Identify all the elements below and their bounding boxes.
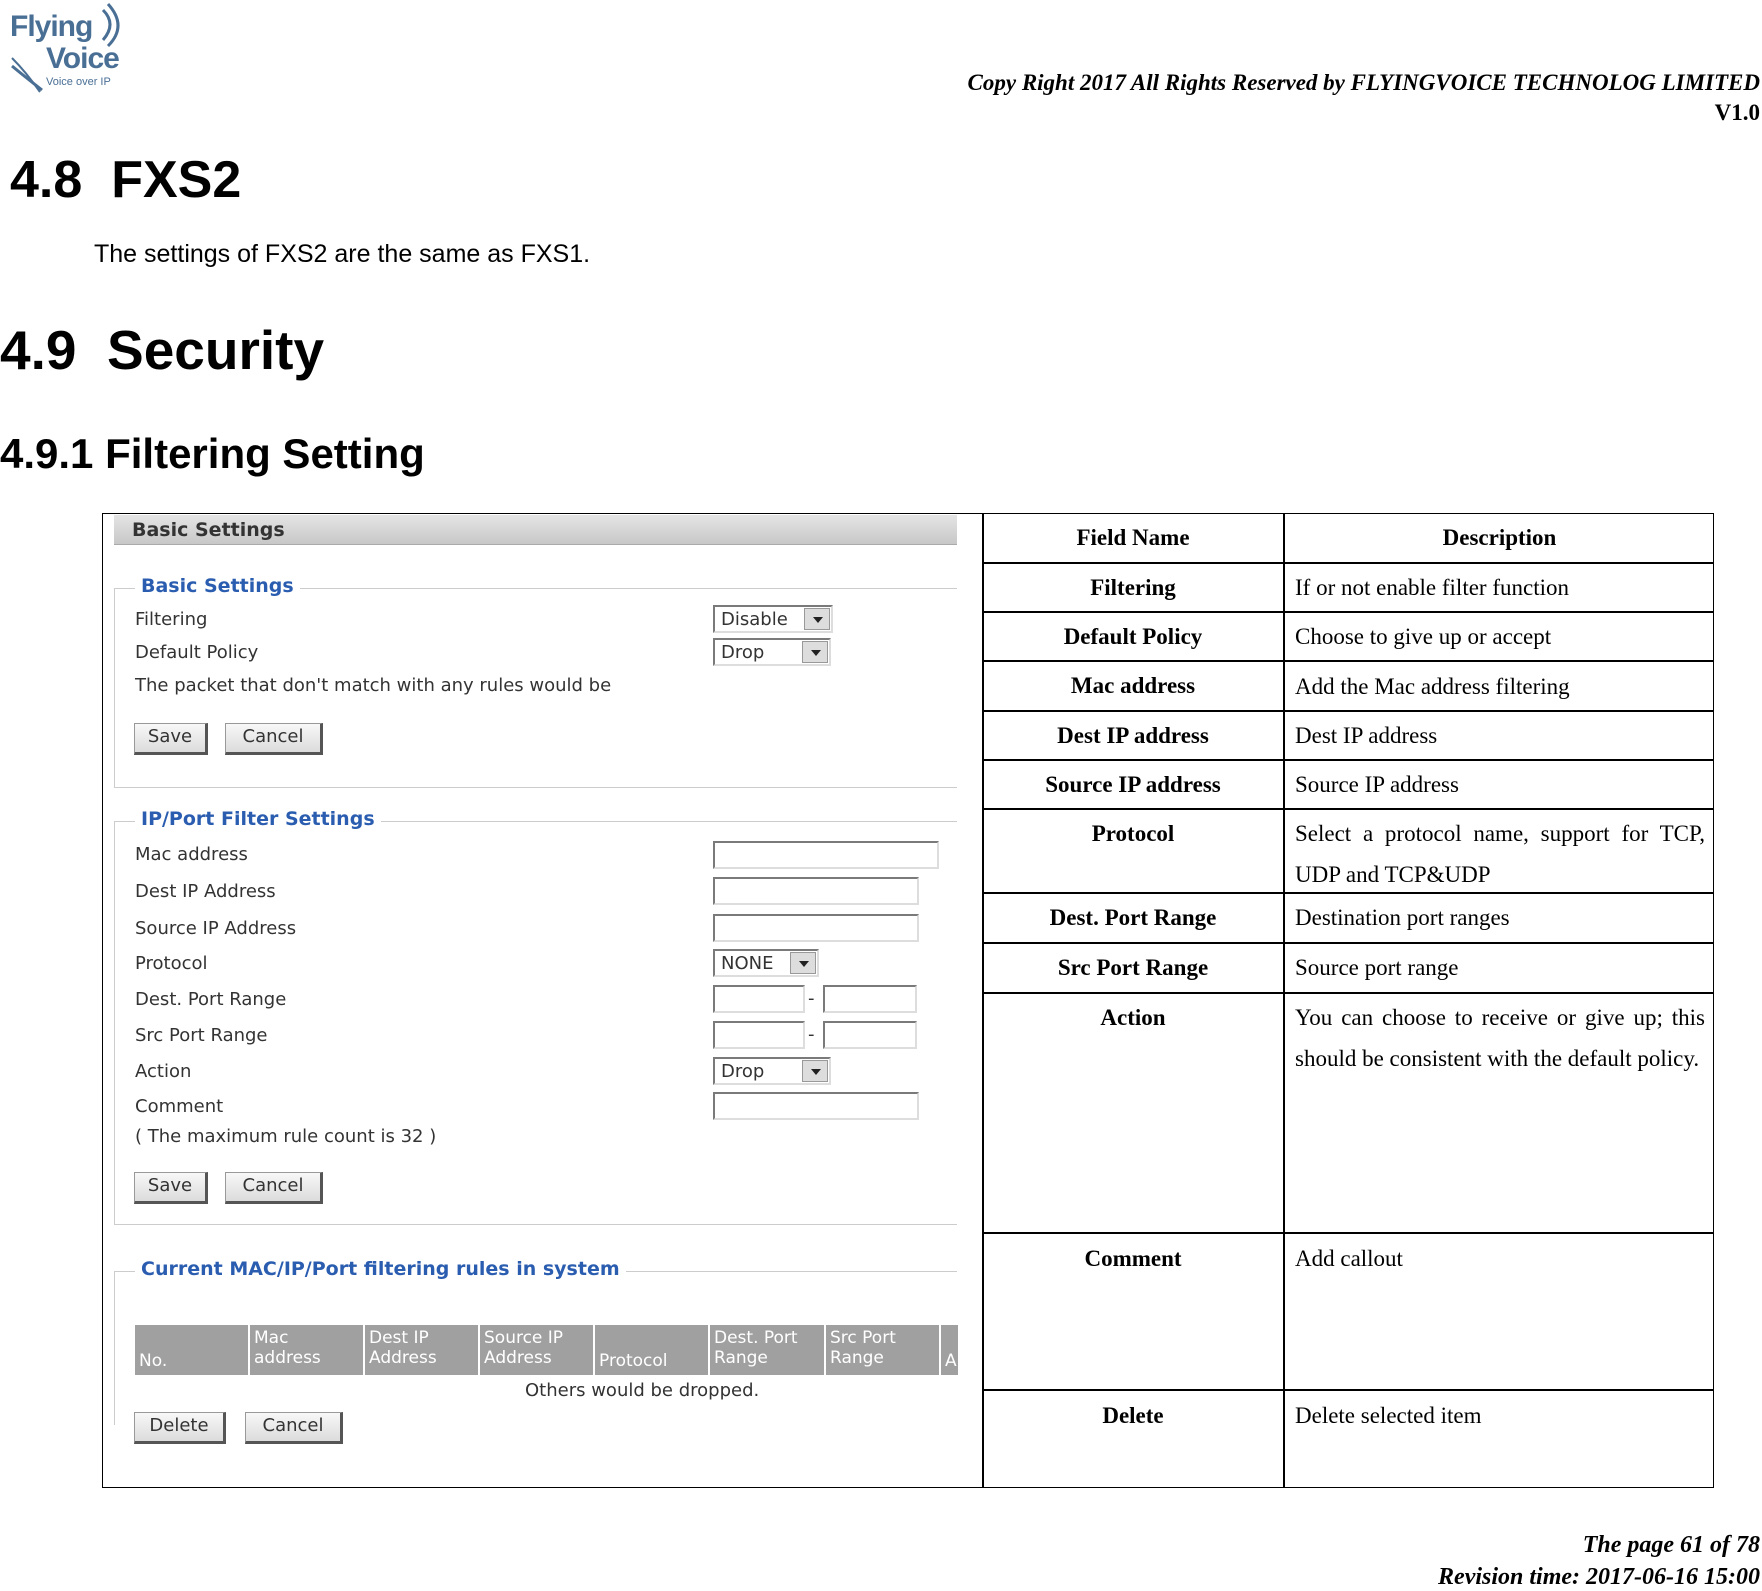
table-row-divider: [982, 660, 1714, 662]
rules-column-header: Mac address: [250, 1325, 363, 1375]
table-row-divider: [982, 611, 1714, 613]
table-row-desc: If or not enable filter function: [1295, 575, 1569, 600]
heading-security-title: Security: [107, 319, 325, 381]
chevron-down-icon[interactable]: [802, 1060, 828, 1082]
heading-security: [0, 318, 324, 382]
default-policy-select[interactable]: [713, 638, 831, 666]
chevron-down-icon[interactable]: [804, 608, 830, 630]
table-header-description: Description: [1442, 525, 1557, 550]
src-port-end-input[interactable]: [823, 1021, 917, 1049]
delete-button[interactable]: Delete: [134, 1412, 226, 1444]
comment-input[interactable]: [713, 1092, 919, 1120]
rules-column-header: Source IP Address: [480, 1325, 593, 1375]
table-row-desc: Source port range: [1295, 955, 1459, 980]
max-rule-note: ( The maximum rule count is 32 ): [135, 1126, 437, 1147]
rules-column-header: Protocol: [595, 1325, 708, 1375]
protocol-label: Protocol: [135, 953, 208, 974]
source-ip-input[interactable]: [713, 914, 919, 942]
ui-page-title-bar: [114, 515, 957, 545]
ui-page-title: Basic Settings: [132, 519, 285, 541]
src-port-start-input[interactable]: [713, 1021, 805, 1049]
table-row-desc: Dest IP address: [1295, 723, 1438, 748]
fxs2-body-text: The settings of FXS2 are the same as FXS1.: [94, 240, 591, 268]
mac-address-label: Mac address: [135, 844, 248, 865]
logo-text-voice: Voice: [46, 42, 119, 75]
filter-settings-screenshot: [112, 515, 957, 1436]
filtering-label: Filtering: [135, 609, 208, 630]
heading-security-number: 4.9: [0, 319, 77, 381]
rules-cancel-button[interactable]: Cancel: [245, 1412, 343, 1444]
table-row-desc: Select a protocol name, support for TCP, UDP and TCP&UDP: [1295, 821, 1705, 887]
table-row-divider: [982, 992, 1714, 994]
table-row-divider: [982, 942, 1714, 944]
table-row-divider: [982, 1389, 1714, 1391]
basic-settings-fieldset: [114, 575, 957, 788]
table-row-name: Filtering: [1090, 575, 1176, 600]
action-label: Action: [135, 1061, 192, 1082]
table-row-divider: [982, 1232, 1714, 1234]
src-port-range-label: Src Port Range: [135, 1025, 268, 1046]
ip-port-filter-legend: IP/Port Filter Settings: [135, 808, 381, 830]
default-policy-note: The packet that don't match with any rules would be: [135, 675, 612, 696]
current-rules-legend: Current MAC/IP/Port filtering rules in system: [135, 1258, 626, 1280]
filtering-select-value: Disable: [721, 609, 788, 630]
range-dash: -: [808, 988, 815, 1009]
table-row-name: Action: [1100, 1005, 1166, 1030]
footer-revision-time: Revision time: 2017-06-16 15:00: [1438, 1564, 1760, 1590]
rules-column-header: A: [941, 1325, 958, 1375]
dest-ip-label: Dest IP Address: [135, 881, 276, 902]
action-select[interactable]: [713, 1057, 831, 1085]
mac-address-input[interactable]: [713, 841, 939, 869]
table-row-name: Protocol: [1091, 821, 1175, 846]
table-row-name: Dest IP address: [1057, 723, 1209, 748]
table-row-name: Dest. Port Range: [1049, 905, 1217, 930]
table-row-desc: Choose to give up or accept: [1295, 624, 1552, 649]
flyingvoice-logo: [8, 2, 118, 94]
filter-cancel-button[interactable]: Cancel: [225, 1172, 323, 1204]
table-row-divider: [982, 808, 1714, 810]
source-ip-label: Source IP Address: [135, 918, 297, 939]
ip-port-filter-fieldset: [114, 808, 957, 1225]
rules-column-header: Dest IP Address: [365, 1325, 478, 1375]
heading-filtering-setting: [0, 430, 425, 478]
action-select-value: Drop: [721, 1061, 765, 1082]
dest-port-end-input[interactable]: [823, 985, 917, 1013]
heading-fxs2-title: FXS2: [111, 151, 242, 209]
rules-column-header: Dest. Port Range: [710, 1325, 824, 1375]
comment-label: Comment: [135, 1096, 224, 1117]
rules-column-header: Src Port Range: [826, 1325, 939, 1375]
basic-save-button[interactable]: Save: [134, 723, 208, 755]
logo-tagline: Voice over IP: [46, 76, 111, 88]
heading-filtering-title: Filtering Setting: [105, 430, 425, 477]
basic-cancel-button[interactable]: Cancel: [225, 723, 323, 755]
filter-save-button[interactable]: Save: [134, 1172, 208, 1204]
footer-page-number: The page 61 of 78: [1582, 1532, 1760, 1558]
basic-settings-legend: Basic Settings: [135, 575, 300, 597]
table-row-desc: Source IP address: [1295, 772, 1459, 797]
table-row-divider: [982, 759, 1714, 761]
dest-port-start-input[interactable]: [713, 985, 805, 1013]
current-rules-fieldset: [114, 1258, 957, 1436]
protocol-select[interactable]: [713, 949, 819, 977]
table-row-name: Default Policy: [1063, 624, 1203, 649]
table-row-divider: [982, 710, 1714, 712]
table-row-desc: Add callout: [1295, 1246, 1403, 1271]
range-dash: -: [808, 1024, 815, 1045]
heading-fxs2-number: 4.8: [10, 151, 83, 209]
table-row-name: Src Port Range: [1057, 955, 1209, 980]
rules-column-header: No.: [135, 1325, 248, 1375]
default-policy-label: Default Policy: [135, 642, 259, 663]
chevron-down-icon[interactable]: [790, 952, 816, 974]
protocol-select-value: NONE: [721, 953, 774, 974]
table-row-desc: You can choose to receive or give up; this should be consistent with the default policy.: [1295, 1005, 1705, 1071]
table-row-divider: [982, 562, 1714, 564]
table-row-name: Comment: [1084, 1246, 1182, 1271]
header-copyright: Copy Right 2017 All Rights Reserved by FLYINGVOICE TECHNOLOG LIMITED: [967, 70, 1760, 95]
heading-filtering-number: 4.9.1: [0, 430, 94, 477]
table-row-desc: Destination port ranges: [1295, 905, 1510, 930]
chevron-down-icon[interactable]: [802, 641, 828, 663]
dest-ip-input[interactable]: [713, 877, 919, 905]
table-row-name: Mac address: [1070, 673, 1196, 698]
heading-fxs2: [10, 150, 241, 210]
table-header-field-name: Field Name: [1076, 525, 1190, 550]
table-row-name: Delete: [1102, 1403, 1164, 1428]
header-version: V1.0: [1714, 100, 1760, 125]
filtering-select[interactable]: [713, 605, 833, 633]
dest-port-range-label: Dest. Port Range: [135, 989, 287, 1010]
table-row-desc: Add the Mac address filtering: [1295, 674, 1570, 699]
logo-text-flying: Flying: [10, 10, 93, 43]
others-dropped-note: Others would be dropped.: [525, 1380, 760, 1401]
default-policy-select-value: Drop: [721, 642, 765, 663]
table-row-name: Source IP address: [1045, 772, 1221, 797]
table-row-desc: Delete selected item: [1295, 1403, 1482, 1428]
